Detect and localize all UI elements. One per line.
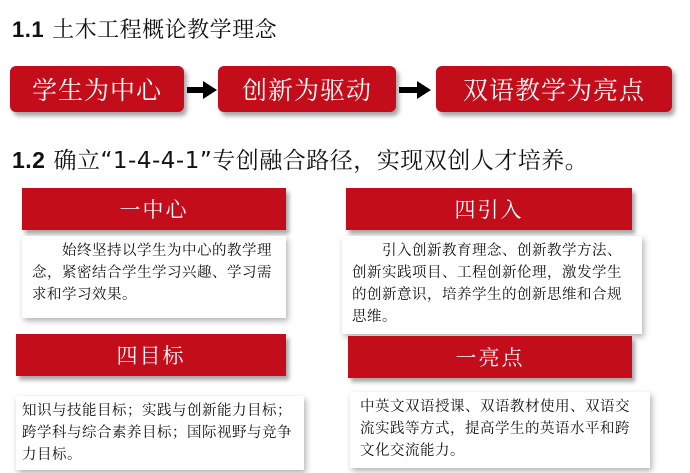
section-heading-2 [12, 146, 588, 175]
arrow-right-icon [187, 80, 217, 100]
block-title-four-introductions [346, 188, 632, 230]
block-body-text: 引入创新教育理念、创新教学方法、创新实践项目、工程创新伦理，激发学生的创新意识，培养学生的创新思维和合规思维。 [352, 243, 622, 325]
block-title-one-highlight [348, 336, 632, 378]
block-body-text: 始终坚持以学生为中心的教学理念，紧密结合学生学习兴趣、学习需求和学习效果。 [32, 243, 272, 303]
block-title-text: 一中心 [119, 198, 189, 222]
flow-label: 创新为驱动 [241, 76, 372, 105]
flow-label: 双语教学为亮点 [462, 76, 645, 105]
block-body-text: 知识与技能目标；实践与创新能力目标；跨学科与综合素养目标；国际视野与竞争力目标。 [22, 403, 292, 463]
block-title-text: 四引入 [454, 198, 524, 222]
flow-box-student-centered [10, 66, 184, 112]
block-title-text: 一亮点 [455, 346, 525, 370]
flow-box-bilingual-highlight [436, 66, 672, 112]
section-title: 土木工程概论教学理念 [52, 18, 278, 43]
arrow-right-icon [399, 80, 431, 100]
block-body-four-introductions [342, 236, 642, 334]
section-number: 1.1 [12, 17, 45, 42]
block-body-text: 中英文双语授课、双语教材使用、双语交流实践等方式，提高学生的英语水平和跨文化交流能力。 [360, 399, 630, 459]
section-heading-1 [12, 16, 277, 45]
section-title: 确立“1-4-4-1”专创融合路径，实现双创人才培养。 [53, 148, 589, 174]
flow-label: 学生为中心 [31, 76, 162, 105]
flow-box-innovation-driven [218, 66, 396, 112]
section-number: 1.2 [12, 147, 46, 173]
block-body-one-center [22, 236, 286, 318]
block-title-text: 四目标 [116, 344, 186, 368]
block-title-one-center [22, 188, 286, 230]
block-body-four-goals [16, 396, 304, 470]
block-title-four-goals [16, 334, 286, 376]
block-body-one-highlight [350, 392, 650, 468]
